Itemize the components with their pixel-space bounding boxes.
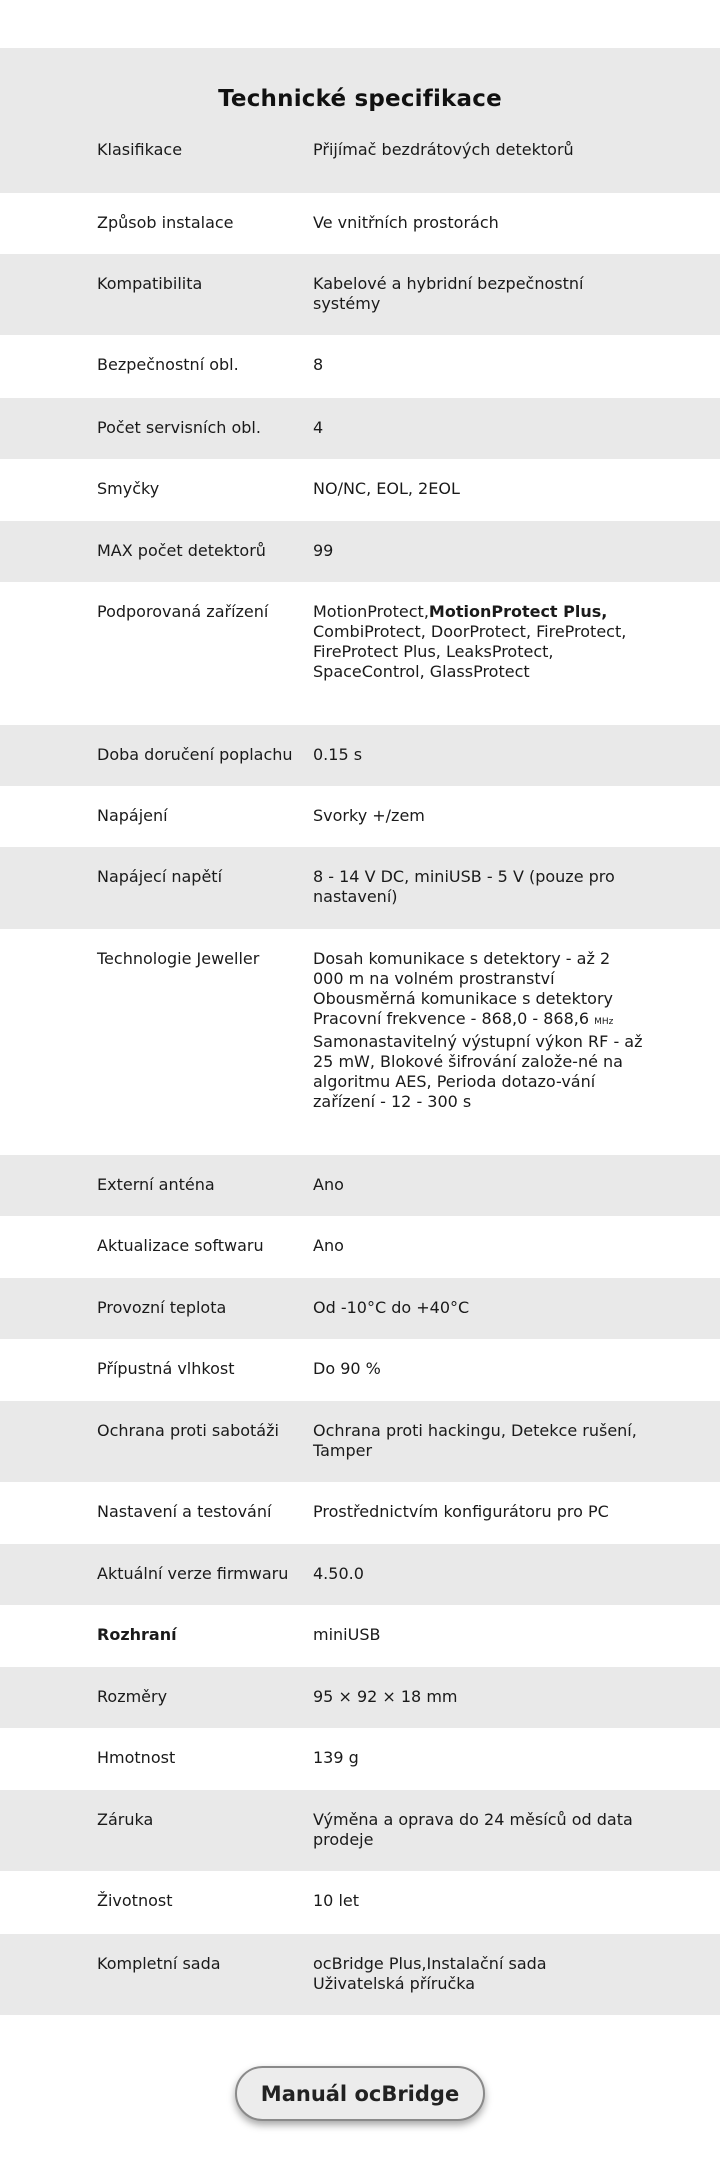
spec-row-aktualni-verze-firmwaru: [0, 1544, 720, 1605]
spec-label: Provozní teplota: [97, 1298, 227, 1317]
spec-sheet: [0, 48, 720, 2015]
spec-value: miniUSB: [313, 1625, 381, 1644]
spec-label: Napájení: [97, 806, 168, 825]
spec-label: Nastavení a testování: [97, 1502, 272, 1521]
spec-value: 10 let: [313, 1891, 360, 1910]
spec-row-provozni-teplota: [0, 1278, 720, 1339]
spec-value: Ochrana proti hackingu, Detekce rušení, Tamper: [313, 1421, 637, 1460]
manual-download-button[interactable]: Manuál ocBridge: [235, 2066, 485, 2121]
spec-label: MAX počet detektorů: [97, 541, 266, 560]
spec-value-part: Dosah komunikace s detektory - až 2 000 m na volném prostranství Obousměrná komunikace s detektory Pracovní frekvence - 868,0 - 868,6: [313, 949, 613, 1028]
spec-label: Kompletní sada: [97, 1954, 221, 1973]
spec-row-pripustna-vlhkost: [0, 1339, 720, 1401]
spec-value: Výměna a oprava do 24 měsíců od data prodeje: [313, 1810, 633, 1849]
manual-button-wrap: [0, 2066, 720, 2121]
spec-label: Životnost: [97, 1891, 173, 1910]
spec-row-max-pocet-detektoru: [0, 521, 720, 582]
spec-row-klasifikace: [0, 136, 720, 193]
spec-label: Podporovaná zařízení: [97, 602, 269, 621]
spec-value: Prostřednictvím konfigurátoru pro PC: [313, 1502, 609, 1521]
spec-value: 0.15 s: [313, 745, 363, 764]
spec-label: Záruka: [97, 1810, 154, 1829]
spec-value-part: CombiProtect, DoorProtect, FireProtect, FireProtect Plus, LeaksProtect, SpaceControl, GlassProtect: [313, 622, 627, 681]
spec-value: Svorky +/zem: [313, 806, 425, 825]
spec-row-externi-antena: [0, 1155, 720, 1216]
spec-row-zaruka: [0, 1790, 720, 1871]
spec-value: [313, 602, 643, 682]
spec-row-bezpecnostni-obl: [0, 335, 720, 398]
spec-value-highlight: MotionProtect Plus,: [428, 602, 608, 621]
spec-row-kompletni-sada: [0, 1934, 720, 2015]
spec-row-smycky: [0, 459, 720, 521]
spec-row-ochrana-proti-sabotazi: [0, 1401, 720, 1482]
spec-label: Ochrana proti sabotáži: [97, 1421, 279, 1440]
title-block: [0, 48, 720, 136]
spec-label: Smyčky: [97, 479, 160, 498]
spec-label: Rozhraní: [97, 1625, 177, 1644]
spec-label: Kompatibilita: [97, 274, 203, 293]
spec-row-kompatibilita: [0, 254, 720, 335]
spec-value: Ve vnitřních prostorách: [313, 213, 499, 232]
spec-value: Přijímač bezdrátových detektorů: [313, 140, 574, 159]
spec-row-technologie-jeweller: [0, 929, 720, 1155]
spec-label: Přípustná vlhkost: [97, 1359, 235, 1378]
spec-value-part: MotionProtect,: [313, 602, 429, 621]
spec-label: Aktuální verze firmwaru: [97, 1564, 289, 1583]
spec-row-nastaveni-a-testovani: [0, 1482, 720, 1544]
spec-row-pocet-servisnich-obl: [0, 398, 720, 459]
spec-row-zivotnost: [0, 1871, 720, 1934]
spec-label: Napájecí napětí: [97, 867, 223, 886]
spec-row-napajeci-napeti: [0, 847, 720, 929]
spec-value: Kabelové a hybridní bezpečnostní systémy: [313, 274, 584, 313]
page-title: Technické specifikace: [218, 86, 502, 112]
spec-label: Počet servisních obl.: [97, 418, 261, 437]
spec-label: Technologie Jeweller: [97, 949, 260, 968]
spec-row-zpusob-instalace: [0, 193, 720, 254]
spec-value-line: ocBridge Plus,Instalační sada: [313, 1954, 547, 1973]
spec-label: Klasifikace: [97, 140, 183, 159]
spec-label: Hmotnost: [97, 1748, 176, 1767]
spec-value-line: Uživatelská příručka: [313, 1974, 476, 1993]
spec-value: 99: [313, 541, 334, 560]
spec-value: Ano: [313, 1236, 344, 1255]
spec-value: 8: [313, 355, 324, 374]
spec-value: 139 g: [313, 1748, 359, 1767]
spec-value: [313, 949, 643, 1112]
spec-row-doba-doruceni-poplachu: [0, 725, 720, 786]
spec-row-aktualizace-softwaru: [0, 1216, 720, 1278]
spec-value: Do 90 %: [313, 1359, 381, 1378]
spec-row-hmotnost: [0, 1728, 720, 1790]
spec-label: Doba doručení poplachu: [97, 745, 293, 764]
spec-value-part: Samonastavitelný výstupní výkon RF - až 25 mW, Blokové šifrování založe-né na algoritmu AES, Perioda dotazo-vání zařízení - 12 - 300 s: [313, 1032, 643, 1111]
spec-value: Od -10°C do +40°C: [313, 1298, 470, 1317]
spec-label: Způsob instalace: [97, 213, 234, 232]
spec-value: 4: [313, 418, 324, 437]
spec-row-napajeni: [0, 786, 720, 847]
spec-row-rozmery: [0, 1667, 720, 1728]
spec-value: 8 - 14 V DC, miniUSB - 5 V (pouze pro nastavení): [313, 867, 615, 906]
spec-value: NO/NC, EOL, 2EOL: [313, 479, 460, 498]
spec-label: Aktualizace softwaru: [97, 1236, 264, 1255]
spec-value: 4.50.0: [313, 1564, 364, 1583]
spec-value: Ano: [313, 1175, 344, 1194]
spec-label: Bezpečnostní obl.: [97, 355, 239, 374]
spec-value: 95 × 92 × 18 mm: [313, 1687, 458, 1706]
spec-row-rozhrani: [0, 1605, 720, 1667]
spec-value-unit: MHz: [594, 1017, 614, 1027]
spec-label: Externí anténa: [97, 1175, 215, 1194]
spec-value: [313, 1954, 643, 1994]
spec-row-podporovana-zarizeni: [0, 582, 720, 725]
spec-label: Rozměry: [97, 1687, 168, 1706]
